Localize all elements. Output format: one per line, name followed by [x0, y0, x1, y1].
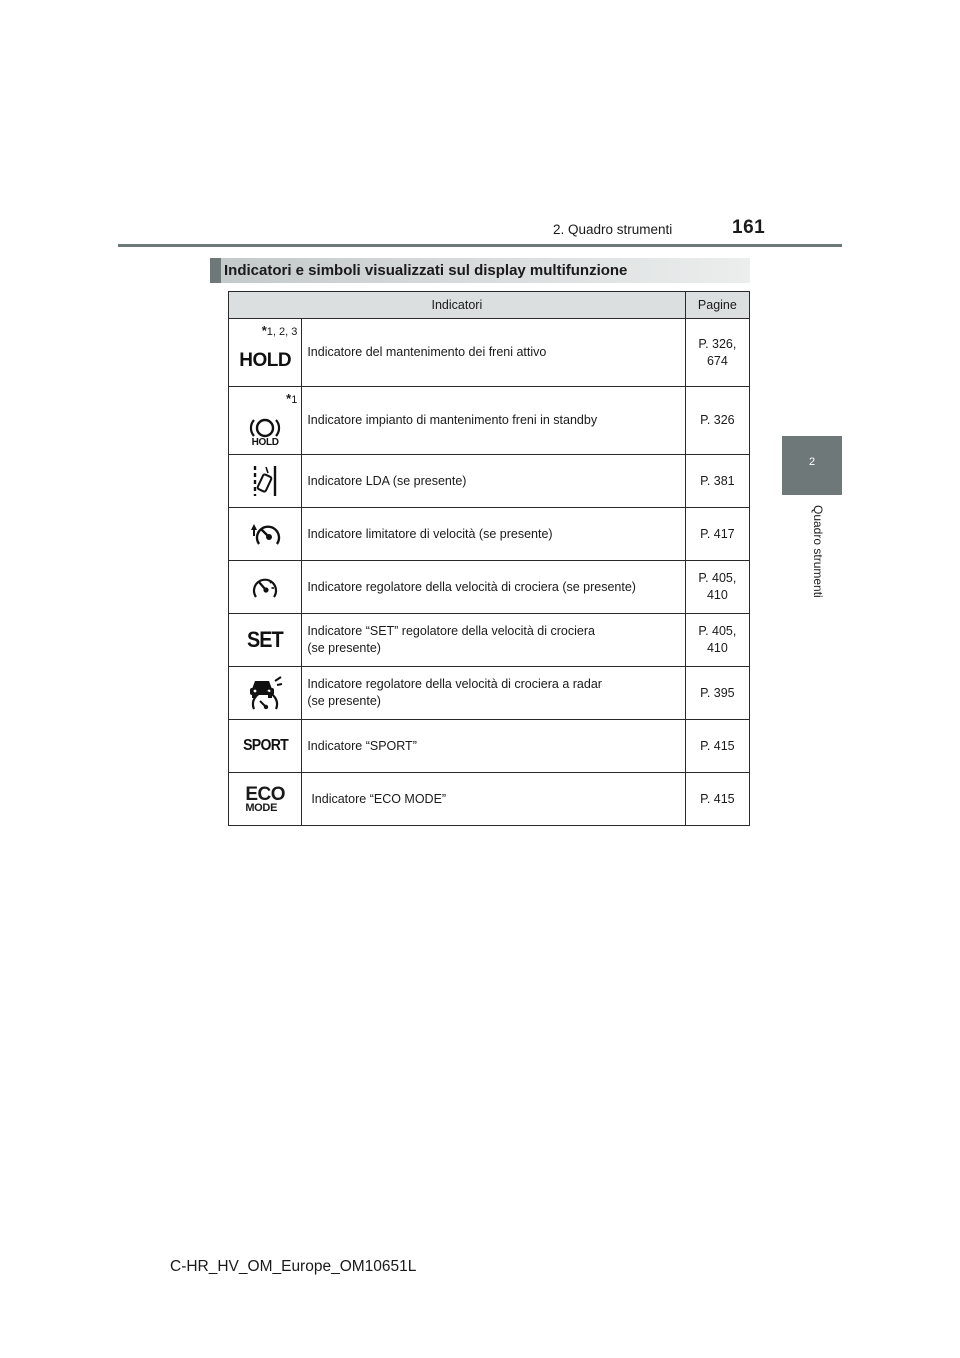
icon-cell [229, 614, 302, 667]
eco-mode-icon: ECO MODE [245, 783, 285, 814]
radar-cruise-icon [229, 675, 301, 711]
cruise-control-icon [229, 573, 301, 601]
speed-limiter-icon [229, 519, 301, 549]
table-row [229, 319, 750, 387]
chapter-tab[interactable]: 2 [782, 436, 842, 495]
icon-cell [229, 667, 302, 720]
description-cell: Indicatore “ECO MODE” [302, 773, 685, 826]
description-cell: Indicatore del mantenimento dei freni attivo [302, 319, 685, 387]
footer-document-code: C-HR_HV_OM_Europe_OM10651L [170, 1258, 417, 1275]
page-ref-cell[interactable]: P. 326 [685, 387, 749, 455]
page-ref-cell[interactable]: P. 326, 674 [685, 319, 749, 387]
header-pages: Pagine [685, 292, 749, 319]
hold-icon: HOLD [239, 350, 292, 371]
page-ref-cell[interactable]: P. 395 [685, 667, 749, 720]
header-rule [118, 244, 842, 247]
table-row [229, 561, 750, 614]
footnote-ref: *1, 2, 3 [261, 323, 298, 338]
page-number: 161 [732, 217, 766, 238]
chapter-label: Quadro strumenti [811, 505, 825, 598]
description-cell: Indicatore regolatore della velocità di crociera (se presente) [302, 561, 685, 614]
description-cell: Indicatore limitatore di velocità (se presente) [302, 508, 685, 561]
description-cell: Indicatore regolatore della velocità di crociera a radar (se presente) [302, 667, 685, 720]
description-cell: Indicatore “SET” regolatore della velocità di crociera (se presente) [302, 614, 685, 667]
description-cell: Indicatore “SPORT” [302, 720, 685, 773]
table-row [229, 508, 750, 561]
set-icon: SET [247, 627, 284, 652]
sport-icon: SPORT [242, 737, 288, 754]
description-cell: Indicatore LDA (se presente) [302, 455, 685, 508]
icon-cell [229, 773, 302, 826]
brake-hold-standby-icon: HOLD [229, 416, 301, 448]
icon-cell [229, 720, 302, 773]
footnote-ref: *1 [286, 391, 298, 406]
table-row [229, 387, 750, 455]
icon-cell [229, 508, 302, 561]
table-row [229, 455, 750, 508]
page-ref-cell[interactable]: P. 415 [685, 773, 749, 826]
lda-icon [229, 464, 301, 498]
table-row [229, 667, 750, 720]
page-ref-cell[interactable]: P. 405, 410 [685, 561, 749, 614]
table-header-row [229, 292, 750, 319]
page-ref-cell[interactable]: P. 381 [685, 455, 749, 508]
header-indicators: Indicatori [229, 292, 686, 319]
table-row [229, 720, 750, 773]
page-ref-cell[interactable]: P. 405, 410 [685, 614, 749, 667]
icon-cell [229, 319, 302, 387]
table-row [229, 614, 750, 667]
page-ref-cell[interactable]: P. 415 [685, 720, 749, 773]
page-ref-cell[interactable]: P. 417 [685, 508, 749, 561]
panel-title: Indicatori e simboli visualizzati sul display multifunzione [210, 258, 750, 283]
icon-cell [229, 561, 302, 614]
section-title: 2. Quadro strumenti [553, 222, 673, 237]
icon-cell [229, 455, 302, 508]
description-cell: Indicatore impianto di mantenimento freni in standby [302, 387, 685, 455]
table-row [229, 773, 750, 826]
indicators-table [228, 291, 750, 826]
icon-cell [229, 387, 302, 455]
